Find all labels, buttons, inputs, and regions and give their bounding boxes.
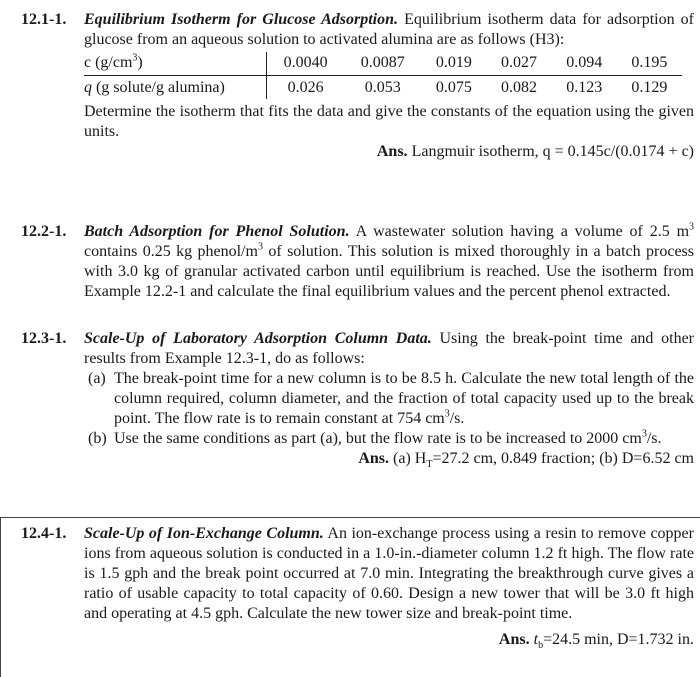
table-cell: 0.075: [435, 79, 472, 96]
row-label-c: c $(g/cm^3)$: [84, 52, 267, 76]
table-cell: 0.123: [566, 79, 603, 96]
table-cell: 0.053: [364, 79, 401, 96]
problem-text-2: Determine the isotherm that fits the data and give the constants of the equation using the given units.: [84, 103, 694, 140]
problem-number: 12.1-1.: [21, 11, 67, 28]
problem-number: 12.3-1.: [21, 330, 67, 347]
problem-title: Scale-Up of Laboratory Adsorption Column Data.: [84, 330, 432, 347]
problem-text: Equilibrium isotherm data for adsorption of glucose from an aqueous solution to activated alumina are as follows (H3):: [84, 11, 695, 48]
problem-12-4-1: [0, 524, 694, 650]
table-cell: 0.195: [617, 52, 682, 76]
table-cell: 0.129: [631, 79, 668, 96]
table-cell: 0.027: [486, 52, 551, 76]
isotherm-data-table: [84, 52, 682, 99]
section-divider: [0, 517, 700, 518]
row-label-q: q (g solute/g alumina): [84, 76, 267, 100]
table-cell: 0.019: [421, 52, 486, 76]
table-cell: 0.082: [501, 79, 538, 96]
problem-title: Batch Adsorption for Phenol Solution.: [84, 223, 350, 240]
problem-12-1-1: [0, 10, 694, 162]
table-row-loading: [84, 76, 682, 100]
problem-title: Scale-Up of Ion-Exchange Column.: [84, 525, 324, 542]
problem-text: Using the break-point time and other results from Example 12.3-1, do as follows:: [84, 330, 695, 367]
problem-number: 12.2-1.: [21, 223, 67, 240]
problem-12-2-1: [0, 222, 694, 302]
problem-12-3-1: [0, 329, 694, 469]
problem-title: Equilibrium Isotherm for Glucose Adsorption.: [84, 11, 399, 28]
table-cell: 0.094: [552, 52, 617, 76]
table-cell: 0.0087: [344, 52, 421, 76]
problem-number: 12.4-1.: [21, 525, 67, 542]
answer: Ans. (a) $H_T=27.2$ cm, 0.849 fraction; (b) D=6.52 cm: [358, 450, 694, 471]
answer: Ans. Langmuir isotherm, q = 0.145c/(0.0174 + c): [376, 143, 694, 160]
part-a: (a) The break-point time for a new column is to be 8.5 h. Calculate the new total length of the column required, column diameter, and the fraction of total capacity used up to the break point. The flow rate is to remain constant at 754 $cm^3/s$.: [88, 370, 694, 427]
problem-text: An ion-exchange process using a resin to remove copper ions from aqueous solution is conducted in a 1.0-in.-diameter column 1.2 ft high. The flow rate is 1.5 gph and the break point occurred at 7.0 min. Integrating the breakthrough curve gives a ratio of usable capacity to total capacity of 0.60. Design a new tower that will be 3.0 ft high and operating at 4.5 gph. Calculate the new tower size and break-point time.: [84, 525, 694, 622]
table-cell: 0.0040: [267, 52, 345, 76]
part-b: (b) Use the same conditions as part (a), but the flow rate is to be increased to 2000 $cm^3/s$.: [88, 428, 662, 447]
problem-text: Batch Adsorption for Phenol Solution. A wastewater solution having a volume of 2.5 $m^3$ contains 0.25 kg phenol/$m^3$ of solution. This solution is mixed thoroughly in a batch process with 3.0 kg of granular activated carbon until equilibrium is reached. Use the isotherm from Example 12.2-1 and calculate the final equilibrium values and the percent phenol extracted.: [84, 221, 695, 300]
table-row-concentration: [84, 52, 682, 76]
answer: Ans. $t_b=24.5$ min, D=1.732 in.: [498, 631, 694, 652]
table-cell: 0.026: [287, 79, 324, 96]
